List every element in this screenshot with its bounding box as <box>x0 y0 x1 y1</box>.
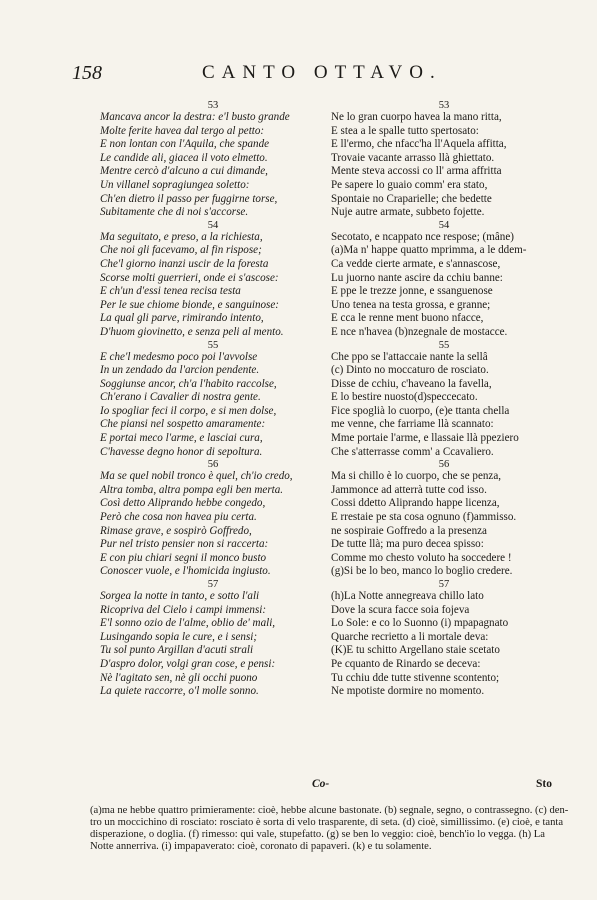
verse-line: Ricopriva del Cielo i campi immensi: <box>100 603 267 616</box>
verse-line: Spontaie no Craparielle; che bedette <box>331 192 492 205</box>
verse-line: Che'l giorno inanzi uscir de la foresta <box>100 257 269 270</box>
footnote-line: Notte annerriva. (i) impapaverato: cioè, coronato di papaveri. (k) e tu solamente. <box>90 841 432 852</box>
footnote-line: disperazione, o doglia. (f) rimesso: qui vale, stupefatto. (g) se ben lo veggio: cioè, bench'io lo vegga. (h) La <box>90 829 545 840</box>
stanza <box>331 459 557 579</box>
verse-line: Tu sol punto Argillan d'acuti strali <box>100 644 254 657</box>
catchword-right: Sto <box>536 778 552 790</box>
verse-line: (a)Ma n' happe quatto mprimma, a le ddem- <box>331 244 527 257</box>
verse-line: Ch'en dietro il passo per fuggirne torse, <box>100 192 278 205</box>
stanza <box>100 220 326 340</box>
running-title: CANTO OTTAVO. <box>202 62 442 83</box>
verse-line: Pe sapere lo guaio comm' era stato, <box>331 178 488 191</box>
page-header <box>72 62 472 92</box>
verse-line: E ll'ermo, che nfacc'ha ll'Aquela affitta, <box>331 138 507 151</box>
verse-line: Nè l'agitato sen, nè gli occhi puono <box>100 671 258 684</box>
stanza-number: 57 <box>207 579 219 590</box>
verse-line: Trovaie vacante arrasso llà ghiettato. <box>331 151 495 164</box>
verse-line: E che'l medesmo poco poi l'avvolse <box>100 350 258 363</box>
page-number: 158 <box>72 62 102 84</box>
verse-line: Che piansi nel sospetto amaramente: <box>100 418 266 431</box>
verse-line: Ma seguitato, e preso, a la richiesta, <box>100 230 263 243</box>
verse-line: Quarche recrietto a li mortale deva: <box>331 630 489 643</box>
verse-line: (h)La Notte annegreava chillo lato <box>331 590 484 602</box>
verse-line: (c) Dinto no moccaturo de rosciato. <box>331 364 489 377</box>
verse-line: Tu cchiu dde tutte stivenne scontento; <box>331 671 500 684</box>
verse-line: Che noi gli facevamo, al fin rispose; <box>100 244 262 257</box>
verse-line: E'l sonno ozio de l'alme, oblio de' mali, <box>100 617 276 630</box>
verse-line: Soggiunse ancor, ch'a l'habito raccolse, <box>100 377 277 390</box>
verse-line: In un zendado da l'arcion pendente. <box>100 364 260 377</box>
verse-line: Secotato, e ncappato nce respose; (mâne) <box>331 230 514 243</box>
verse-line: De tutte llà; ma puro decea spisso: <box>331 538 484 551</box>
verse-line: E lo bestire nuosto(d)speccecato. <box>331 391 478 404</box>
verse-line: Lo Sole: e co lo Suonno (i) mpapagnato <box>331 617 509 630</box>
verse-line: La quiete raccorre, o'l molle sonno. <box>100 685 259 698</box>
verse-line: Conoscer vuole, e l'homicida ingiusto. <box>100 565 271 578</box>
verse-line: Fice spoglià lo cuorpo, (e)e ttanta chella <box>331 404 510 417</box>
verse-line: Ne lo gran cuorpo havea la mano ritta, <box>331 111 502 123</box>
verse-line: Ch'erano i Cavalier di nostra gente. <box>100 391 261 404</box>
verse-line: Lusingando sopia le cure, e i sensi; <box>100 630 258 643</box>
stanza-number: 57 <box>438 579 450 590</box>
stanza <box>331 340 557 460</box>
verse-line: D'huom giovinetto, e senza peli al mento. <box>100 325 284 338</box>
verse-line: E ppe le trezze jonne, e ssanguenose <box>331 285 493 298</box>
verse-line: Per le sue chiome bionde, e sanguinose: <box>100 298 279 311</box>
stanza <box>331 579 557 699</box>
verse-line: (g)Si be lo beo, manco lo boglio credere. <box>331 565 513 578</box>
stanza-number: 54 <box>207 219 219 231</box>
stanza <box>100 340 326 460</box>
footnotes <box>90 805 568 853</box>
verse-line: Lu juorno nante ascire da cchiu banne: <box>331 271 503 284</box>
verse-line: Mme portaie l'arme, e llassaie llà ppeziero <box>331 432 519 445</box>
verse-line: E nce n'havea (b)nzegnale de mostacce. <box>331 325 508 338</box>
verse-line: E portai meco l'arme, e lasciai cura, <box>100 432 263 445</box>
stanza-number: 53 <box>207 100 219 111</box>
stanza-number: 56 <box>438 459 450 471</box>
verse-line: Disse de cchiu, c'haveano la favella, <box>331 377 492 390</box>
verse-line: Le candide ali, giacea il voto elmetto. <box>100 151 268 164</box>
verse-line: Altra tomba, altra pompa egli ben merta. <box>100 483 284 496</box>
verse-line: E con piu chiari segni il monco busto <box>100 551 267 564</box>
verse-line: E rrestaie pe sta cosa ognuno (f)ammisso. <box>331 511 517 524</box>
verse-line: E ch'un d'essi tenea recisa testa <box>100 285 241 298</box>
verse-line: Così detto Aliprando hebbe congedo, <box>100 497 266 510</box>
verse-line: Subitamente che di noi s'accorse. <box>100 206 249 219</box>
verse-line: E non lontan con l'Aquila, che spande <box>100 138 270 151</box>
verse-line: Che ppo se l'attaccaie nante la sellâ <box>331 350 488 363</box>
stanza-number: 53 <box>438 100 450 111</box>
verse-line: Un villanel sopragiungea soletto: <box>100 178 250 191</box>
catchword-left: Co- <box>312 778 330 790</box>
verse-line: Pur nel tristo pensier non si raccerta: <box>100 538 269 551</box>
verse-line: ne sospiraie Goffredo a la presenza <box>331 524 487 537</box>
verse-line: Mentre cercò d'alcuno a cui dimande, <box>100 165 268 178</box>
verse-line: Molte ferite havea dal tergo al petto: <box>100 124 265 137</box>
verse-line: Mente steva accossi co ll' arma affritta <box>331 165 502 178</box>
verse-line: Scorse molti guerrieri, onde ei s'ascose: <box>100 271 279 284</box>
verse-line: D'aspro dolor, volgi gran cose, e pensi: <box>100 657 276 670</box>
verse-line: Però che cosa non havea piu certa. <box>100 511 257 524</box>
stanza-number: 54 <box>438 219 450 231</box>
verse-line: E cca le renne ment buono nfacce, <box>331 312 484 325</box>
verse-line: Ne mpotiste dormire no momento. <box>331 685 485 698</box>
verse-line: Cossi ddetto Aliprando happe licenza, <box>331 497 500 510</box>
stanza <box>100 100 326 220</box>
footnote-line: (a)ma ne hebbe quattro primieramente: cioè, hebbe alcune bastonate. (b) segnale, segno, o contrassegno. (c) den- <box>90 805 569 816</box>
verse-line: Mancava ancor la destra: e'l busto grande <box>100 111 290 123</box>
verse-line: Dove la scura facce soia fojeva <box>331 603 470 616</box>
verse-line: C'havesse degno honor di sepoltura. <box>100 445 263 458</box>
stanza <box>100 579 326 699</box>
verse-line: Ma si chillo è lo cuorpo, che se penza, <box>331 470 502 483</box>
stanza <box>100 459 326 579</box>
neapolitan-text-column <box>331 100 557 699</box>
verse-line: Jammonce ad atterrà tutte cod isso. <box>331 483 487 496</box>
verse-line: Che s'atterrasse comm' a Ccavaliero. <box>331 445 494 458</box>
footnote-line: tro un moccichino di rosciato: rosciato è sorta di velo trasparente, di seta. (d) cioè, simillissimo. (e) cioè, e tanta <box>90 817 564 828</box>
stanza-number: 56 <box>207 459 219 471</box>
stanza-number: 55 <box>207 339 219 351</box>
verse-line: Pe cquanto de Rinardo se deceva: <box>331 657 481 670</box>
stanza-number: 55 <box>438 339 450 351</box>
verse-line: La qual gli parve, rimirando intento, <box>100 312 264 325</box>
italian-text-column <box>100 100 326 699</box>
verse-line: Ma se quel nobil tronco è quel, ch'io credo, <box>100 470 293 483</box>
verse-line: me venne, che farriame llà scannato: <box>331 418 494 431</box>
verse-line: Comme mo chesto voluto ha soccedere ! <box>331 551 512 564</box>
verse-line: Io spogliar feci il corpo, e si men dolse, <box>100 404 277 417</box>
stanza <box>331 100 557 220</box>
verse-line: Ca vedde cierte armate, e s'annascose, <box>331 257 501 270</box>
verse-line: Sorgea la notte in tanto, e sotto l'ali <box>100 590 260 602</box>
verse-line: Rimase grave, e sospirò Goffredo, <box>100 524 252 537</box>
verse-line: (K)E tu schitto Argellano staie scetato <box>331 644 500 657</box>
stanza <box>331 220 557 340</box>
verse-line: E stea a le spalle tutto spertosato: <box>331 124 479 137</box>
verse-line: Nuje autre armate, subbeto fojette. <box>331 206 485 219</box>
verse-line: Uno tenea na testa grossa, e granne; <box>331 298 491 311</box>
